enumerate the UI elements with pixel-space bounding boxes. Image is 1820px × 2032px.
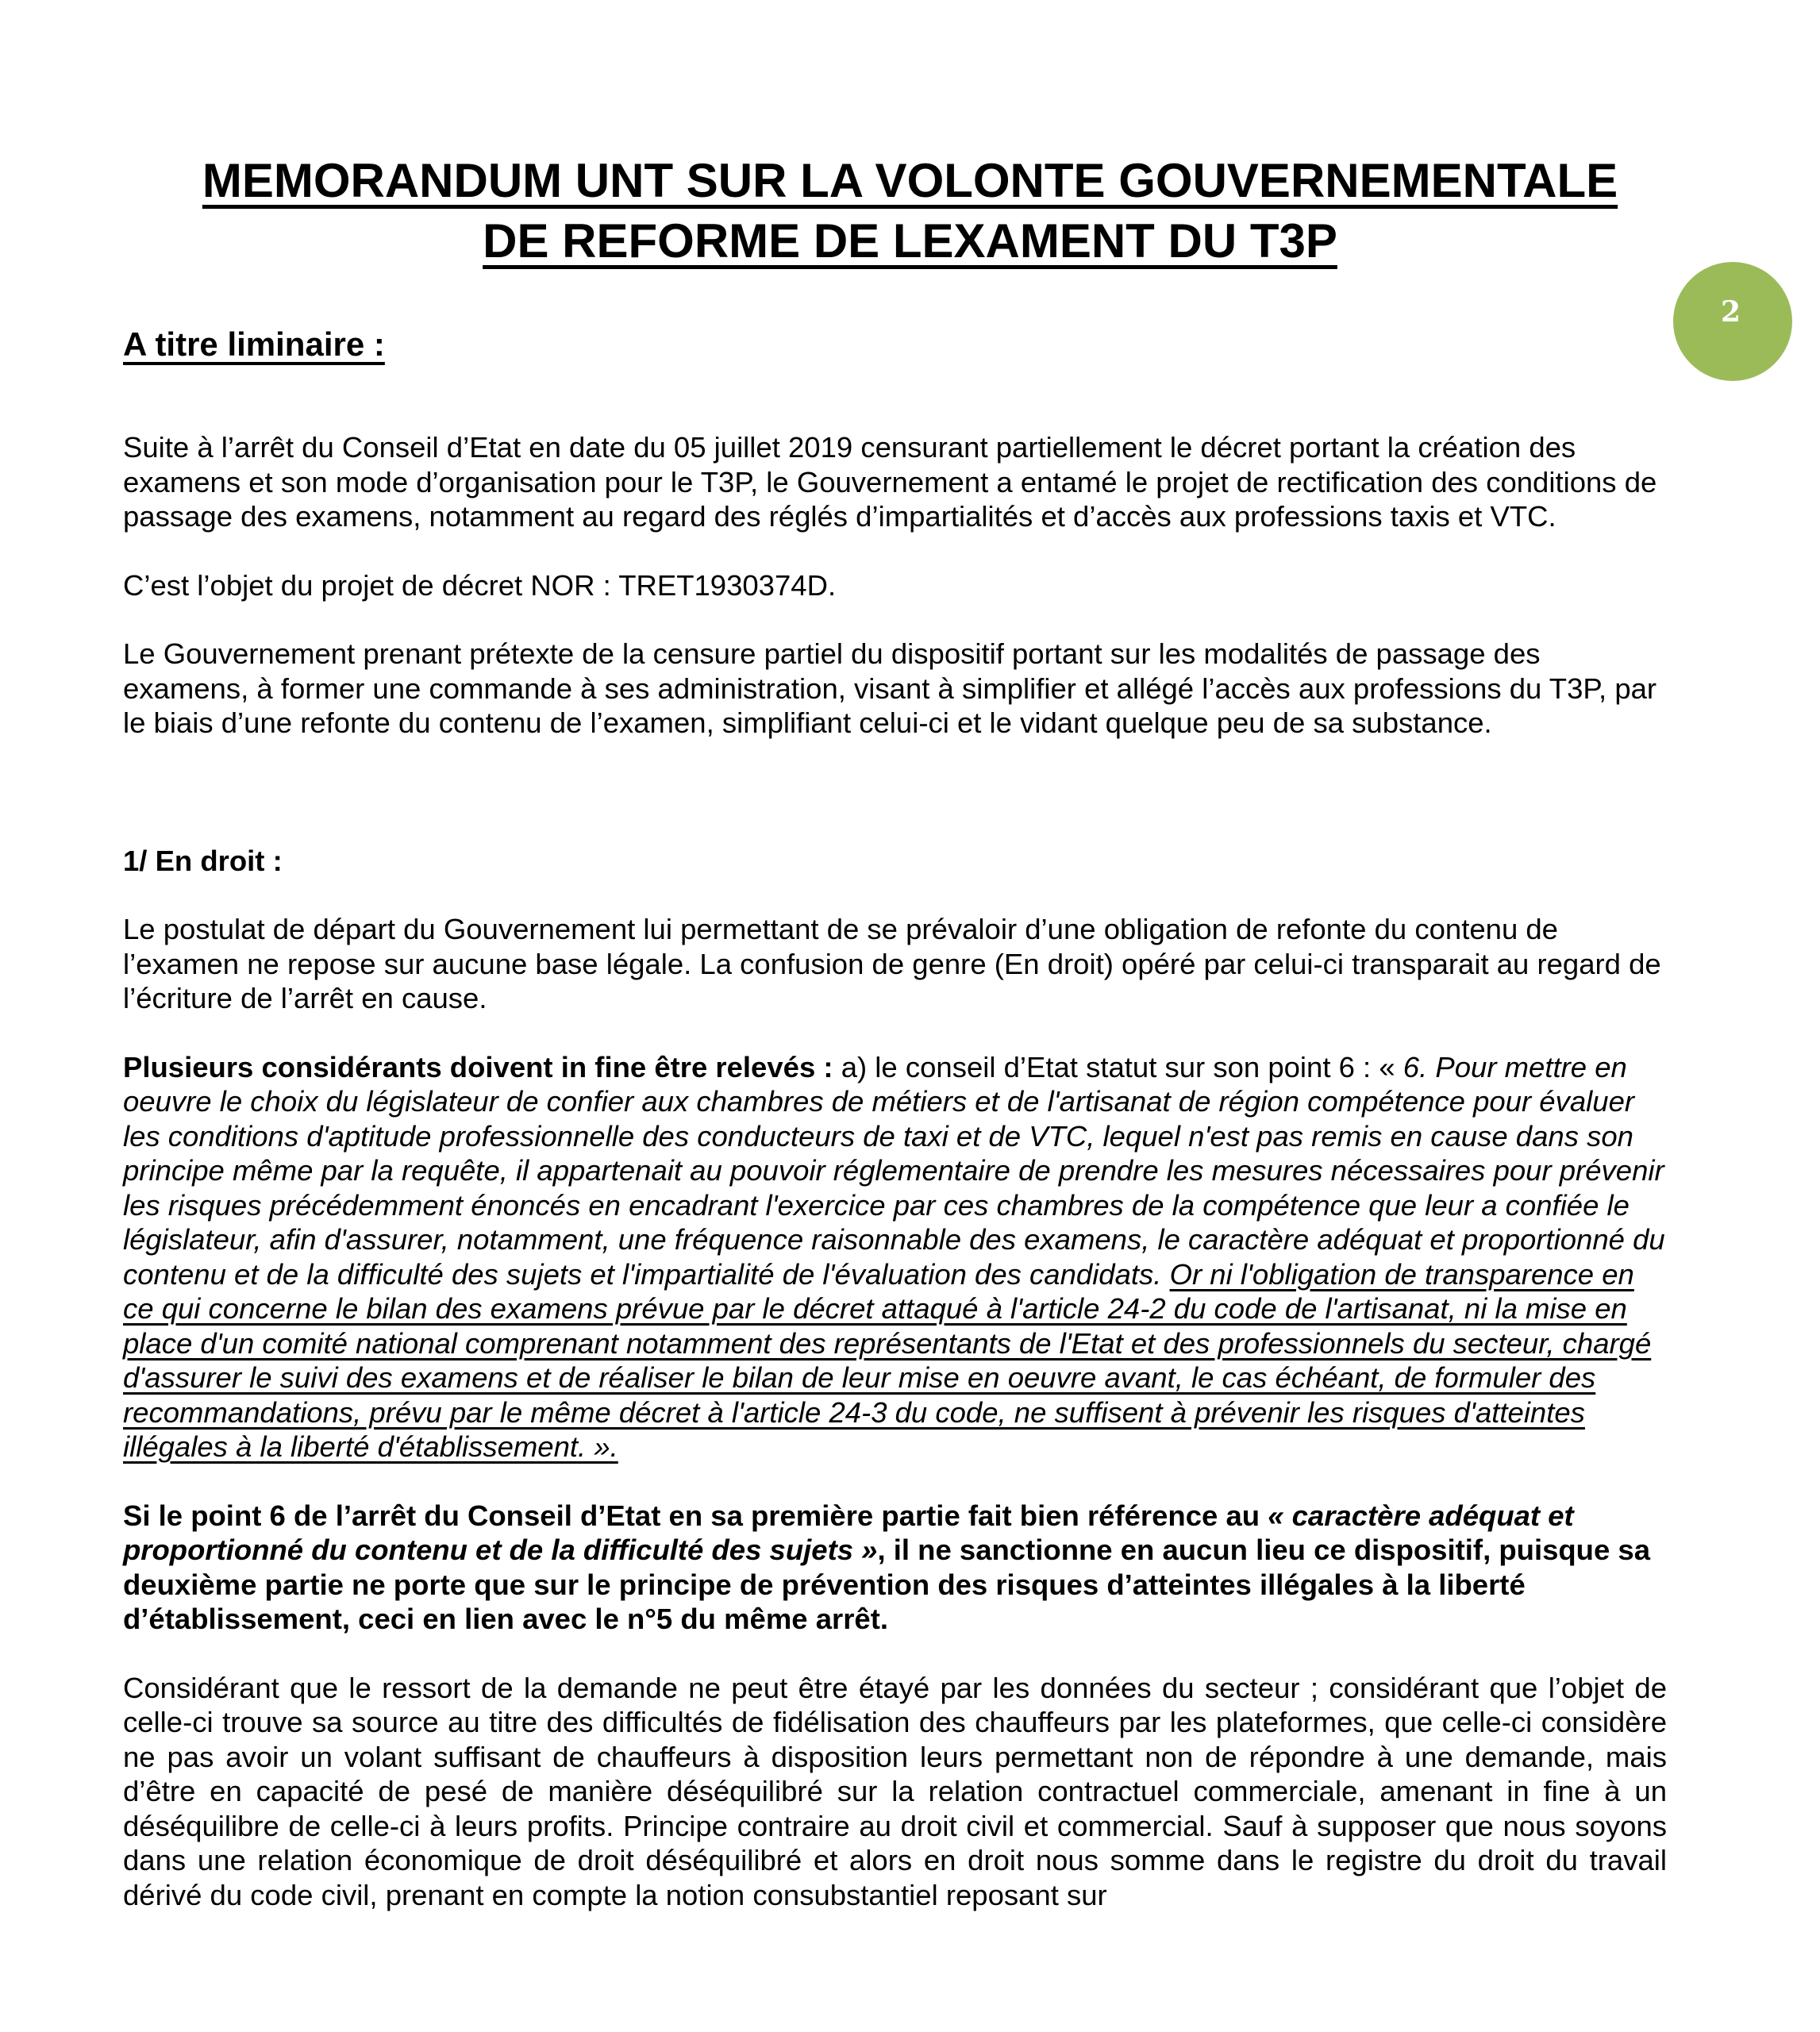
paragraph-postulat: Le postulat de départ du Gouvernement lui permettant de se prévaloir d’une obligation de refonte du contenu de l’examen ne repose sur aucune base légale. La confusion de genre (En droit) opéré par celui-ci transparait au regard de l’écriture de l’arrêt en cause. [123,913,1661,1014]
section-heading-liminaire: A titre liminaire : [123,325,385,363]
document-body [123,318,1667,1912]
paragraph-considerants [123,1050,1667,1464]
paragraph-point-6-analysis: Si le point 6 de l’arrêt du Conseil d’Etat en sa première partie fait bien référence au « caractère adéquat et proportionné du contenu et de la difficulté des sujets », il ne sanctionne en aucun lieu ce dispositif, puisque sa deuxième partie ne porte que sur le principe de prévention des risques d’atteintes illégales à la liberté d’établissement, ceci en lien avec le n°5 du même arrêt. [123,1499,1651,1635]
page-number-badge [1673,262,1792,381]
considerants-lead: Plusieurs considérants doivent in fine être relevés : [123,1050,833,1083]
paragraph-intro: Suite à l’arrêt du Conseil d’Etat en date du 05 juillet 2019 censurant partiellement le décret portant la création des examens et son mode d’organisation pour le T3P, le Gouvernement a entamé le projet de rectification des conditions de passage des examens, notamment au regard des réglés d’impartialités et d’accès aux professions taxis et VTC. [123,431,1657,533]
quote-point-6-tail: d'atteintes illégales à la liberté d'établissement. ». [123,1395,1585,1463]
page-number: 2 [1721,295,1741,329]
paragraph-decret-ref: C’est l’objet du projet de décret NOR : TRET1930374D. [123,568,837,602]
title-line-2: DE REFORME DE LEXAMENT DU T3P [483,214,1337,267]
quote-point-6: 6. Pour mettre en oeuvre le choix du législateur de confier aux chambres de métiers et de l'artisanat de région compétence pour évaluer les conditions d'aptitude professionnelle des conducteurs de taxi et de VTC, lequel n'est pas remis en cause dans son principe même par la requête, il appartenait au pouvoir réglementaire de prendre les mesures nécessaires pour prévenir les risques précédemment énoncés en encadrant l'exercice par ces chambres de la compétence que leur a confiée le législateur, afin d'assurer, notamment, une fréquence raisonnable des examens, le caractère adéquat et proportionné du contenu et de la difficulté des sujets et l'impartialité de l'évaluation des candidats. [123,1050,1665,1291]
section-heading-en-droit: 1/ En droit : [123,844,283,877]
quote-caractere-adequat: « caractère adéquat et proportionné du contenu et de la difficulté des sujets » [123,1499,1574,1566]
quote-point-6-underlined: Or ni l'obligation de transparence en ce qui concerne le bilan des examens prévue par le décret attaqué à l'article 24-2 du code de l'artisanat, ni la mise en place d'un comité national comprenant notamment des représentants de l'Etat et des professionnels du secteur, chargé d'assurer le suivi des examens et de réaliser le bilan de leur mise en oeuvre avant, le cas échéant, de formuler des recommandations, prévu par le même décret à l'article 24-3 du code, ne suffisent à prévenir les risques [123,1257,1652,1429]
title-line-1: MEMORANDUM UNT SUR LA VOLONTE GOUVERNEMENTALE [202,154,1618,207]
paragraph-considerant-ressort: Considérant que le ressort de la demande ne peut être étayé par les données du secteur ; considérant que l’objet de celle-ci trouve sa source au titre des difficultés de fidélisation des chauffeurs par les plateformes, que celle-ci considère ne pas avoir un volant suffisant de chauffeurs à disposition leurs permettant non de répondre à une demande, mais d’être en capacité de pesé de manière déséquilibré sur la relation contractuel commerciale, amenant in fine à un déséquilibre de celle-ci à leurs profits. Principe contraire au droit civil et commercial. Sauf à supposer que nous soyons dans une relation économique de droit déséquilibré et alors en droit nous somme dans le registre du droit du travail dérivé du code civil, prenant en compte la notion consubstantiel reposant sur [123,1671,1667,1911]
paragraph-pretexte: Le Gouvernement prenant prétexte de la censure partiel du dispositif portant sur les modalités de passage des examens, à former une commande à ses administration, visant à simplifier et allégé l’accès aux professions du T3P, par le biais d’une refonte du contenu de l’examen, simplifiant celui-ci et le vidant quelque peu de sa substance. [123,637,1657,739]
considerants-intro: a) le conseil d’Etat statut sur son point 6 : « [833,1050,1403,1083]
document-title [0,151,1820,271]
